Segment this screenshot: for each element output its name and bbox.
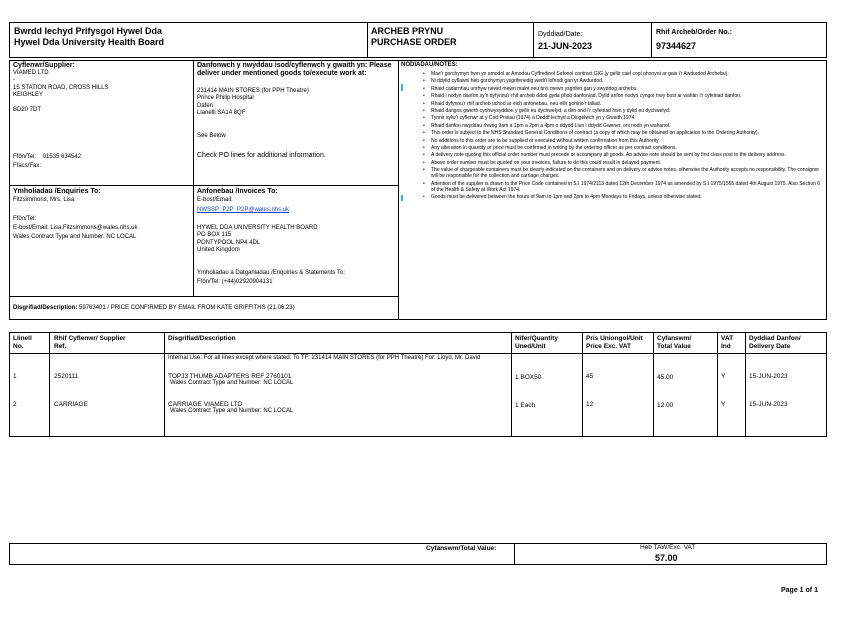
date-value: 21-JUN-2023 (538, 41, 593, 51)
check-po-lines: Check PO lines for additional information. (197, 152, 326, 159)
deliver-line: 231414 MAIN STORES (for PPH Theatre) (197, 88, 309, 94)
deliver-heading: Danfonwch y nwyddau isod/cyflenwch y gwaith yn: Please deliver under mentioned goods to/execute work at: (197, 62, 392, 78)
supplier-line: VIAMED LTD (13, 70, 49, 76)
row-1-supplier-ref: 2520111 (54, 373, 79, 380)
order-no-label: Rhif Archeb/Order No.: (656, 29, 732, 36)
supplier-line: BD20 7DT (13, 107, 42, 114)
row-1-vat: Y (721, 373, 726, 380)
supplier-label: Cyflenwr/Supplier: (13, 62, 75, 69)
row-2-vat: Y (721, 401, 726, 408)
supplier-line (13, 100, 108, 107)
row-2-line-no: 2 (13, 401, 17, 408)
row-1-total: 45.00 (657, 374, 674, 381)
total-value: 57.00 (655, 553, 678, 563)
invoice-line: PONTYPOOL NP4 4DL (197, 239, 261, 246)
supplier-fax: Ffacs/Fax: (13, 163, 42, 169)
col-header-line: Llinell No. (13, 335, 32, 350)
enquiries-phone: Ffôn/Tel: (13, 216, 37, 222)
invoices-address (197, 225, 318, 255)
notes-heading: NODIADAU/NOTES: (401, 62, 458, 68)
notes-marker-bar (401, 195, 403, 201)
col-header-delivery-date: Dyddiad Danfon/ Delivery Date (749, 335, 801, 350)
row-1-line-no: 1 (13, 373, 17, 380)
description-label: Disgrifiad/Description: (13, 305, 78, 311)
invoices-email-label: E-bost/Email: (197, 197, 233, 203)
note-item: • Rhaid danfon nwyddau rhwng 9am a 1pm a 2pm a 4pm o ddydd Llun i ddydd Gwener, oni nodir yn wahanol. (431, 123, 823, 129)
enquiries-email[interactable]: E-bost/Email: Lisa.Fitzsimmons@wales.nhs.uk (13, 225, 138, 231)
org-name-welsh: Bwrdd Iechyd Prifysgol Hywel Dda (14, 26, 163, 36)
supplier-line: - (13, 77, 15, 84)
row-1-delivery-date: 15-JUN-2023 (749, 373, 788, 380)
description-value: 59763401 / PRICE CONFIRMED BY EMAIL FROM KATE GRIFFITHS (21.06.23) (79, 305, 295, 311)
row-2-unit-price: 12 (586, 401, 594, 408)
deliver-line: Dafen (197, 102, 214, 109)
notes-panel (401, 62, 823, 201)
note-item: • Goods must be delivered between the hours of 9am to 1pm and 2pm to 4pm Mondays to Fridays, unless otherwise stated. (431, 194, 823, 200)
page-number: Page 1 of 1 (781, 587, 818, 594)
invoice-line: United Kingdom (197, 247, 240, 254)
col-header-total: Cyfanswm/ Total Value (657, 335, 692, 350)
note-item: • Rhaid i nodyn danfon sy'n dyfynnu'r rhif archeb ddod gyda phob danfoniad. Dylid anfon nodyn cyngor trwy bost ar wahân i'r cyfeiriad danfon. (431, 93, 823, 99)
note-item: • Rhaid dangos gwerth cynhwysyddion y gellir eu dychwelyd, a dim ond i'r cyfeiriad hwn y dylid eu dychwelyd. (431, 108, 823, 114)
enquiries-contract: Wales Contract Type and Number: NC LOCAL (13, 234, 137, 240)
invoice-line: HYWEL DDA UNIVERSITY HEALTH BOARD (197, 225, 318, 231)
statements-label: Ymholiadau a Datganiadau /Enquiries & Statements To: (197, 270, 345, 276)
note-item: • Tynnir sylw'r cyflenwr at y Cod Prisiau (1974) a Deddf Iechyd a Diogelwch yn y Gwaith 1974. (431, 115, 823, 121)
note-item: • Rhaid cadarnhau unrhyw newid mewn maint neu bris mewn ysgrifen gan y swyddog archebu. (431, 86, 823, 92)
note-item: • Any alteration in quantity or price must be confirmed in writing by the ordering officer as per contract conditions. (431, 145, 823, 151)
row-2-quantity: 1 Each (515, 402, 536, 409)
notes-english-list (401, 130, 823, 200)
note-item: • Attention of the supplier is drawn to the Price Code contained in S.I 1974/2113 dated 12th December 1974 as amended by S.I 1975/1565 dated 4th August 1975. Also Section 6 of the Health & Safety at Work Act 1974. (431, 181, 823, 193)
description-line (13, 305, 295, 312)
order-no-value: 97344627 (656, 41, 697, 51)
enquiries-name: Fitzsimmons, Mrs. Lisa (13, 197, 75, 203)
row-1-quantity: 1 BOX50 (515, 374, 542, 381)
row-2-description: CARRIAGE VIAMED LTD (168, 401, 243, 408)
row-2-supplier-ref: CARRIAGE (54, 401, 88, 408)
supplier-address (13, 70, 108, 114)
invoices-email-link[interactable]: NWSSP_P2P_P2P@wales.nhs.uk (197, 207, 290, 213)
see-below: See Below (197, 133, 226, 139)
note-item: • A delivery note quoting this official order number must precede or accompany all goods. An advice note should be sent by first class post to the delivery address. (431, 152, 823, 158)
enquiries-label: Ymholiadau /Enquiries To: (13, 188, 101, 195)
row-2-contract: Wales Contract Type and Number: NC LOCAL (170, 408, 294, 414)
col-header-supplier-ref: Rhif Cyflenwr/ Supplier Ref. (54, 335, 126, 350)
note-item: • Ni ddylid cyflawni heb gorchymyn ysgrifenedig wedi'i lofnodi gan yr Awdurdod. (431, 78, 823, 84)
statements-phone: Ffôn/Tel: (+44)02920904131 (197, 279, 273, 285)
note-item: • Rhaid dyfynnu'r rhif archeb uchod ar eich anfonebau, neu ellir gohirio'r taliad. (431, 101, 823, 107)
row-1-description: TOPJ3 THUMB ADAPTERS REF 2760101 (168, 373, 292, 380)
totals-box (9, 543, 827, 565)
notes-marker-bar (401, 84, 403, 91)
note-item: • Mae'r gorchymyn hwn yn amodol ar Amodau Cyffredinol Safonol contract GIG (y gellir cael copi ohonynt ar gais i'r Awdurdod Archebu). (431, 71, 823, 77)
invoices-label: Anfonebau /Invoices To: (197, 188, 278, 195)
note-item: • No additions to this order are to be supplied or executed without written confirmation from this Authority. (431, 138, 823, 144)
invoice-line: PO BOX 115 (197, 232, 232, 239)
supplier-line: KEIGHLEY (13, 92, 44, 99)
col-header-unit-price: Pris Uniongol/Unit Price Exc. VAT (586, 335, 643, 350)
note-item: • Above order number must be quoted on your invoices, failure to do this could result in delayed payment. (431, 160, 823, 166)
note-item: • This order is subject to the NHS Standard General Conditions of contract (a copy of which may be obtained on application to the Ordering Authority). (431, 130, 823, 136)
row-2-delivery-date: 15-JUN-2023 (749, 401, 788, 408)
internal-use-note: Internal Use: For all lines except where stated: To TF: 231414 MAIN STORES (for PPH Theatre) For: Lloyd, Mr. David (168, 355, 481, 361)
date-label: Dyddiad/Date: (538, 31, 583, 38)
total-vat-label: Heb TAW/Exc. VAT (640, 544, 696, 551)
note-item: • The value of chargeable containers must be clearly indicated on the containers and on delivery or advice notes, otherwise the Authority accepts no responsibility. The consignor will be responsible for the collection and carriage charges. (431, 167, 823, 179)
col-header-description: Disgrifiad/Description (168, 335, 236, 342)
row-2-total: 12.00 (657, 402, 674, 409)
row-1-contract: Wales Contract Type and Number: NC LOCAL (170, 380, 294, 386)
col-header-quantity: Nifer/Quantity Uned/Unit (515, 335, 558, 350)
total-value-label: Cyfanswm/Total Value: (426, 545, 497, 552)
lines-table (9, 332, 827, 437)
supplier-line: 15 STATION ROAD, CROSS HILLS (13, 84, 109, 91)
title-english: PURCHASE ORDER (371, 37, 457, 47)
deliver-address (197, 88, 309, 118)
org-name-english: Hywel Dda University Health Board (14, 37, 165, 47)
deliver-line: Prince Philip Hospital (197, 95, 254, 102)
title-welsh: ARCHEB PRYNU (371, 26, 444, 36)
supplier-phone: Ffôn/Tel: 01535 634542 (13, 154, 82, 160)
deliver-line: Llanelli SA14 8QF (197, 110, 246, 117)
col-header-vat: VAT Ind (721, 335, 734, 350)
notes-welsh-list (401, 71, 823, 129)
row-1-unit-price: 45 (586, 373, 594, 380)
